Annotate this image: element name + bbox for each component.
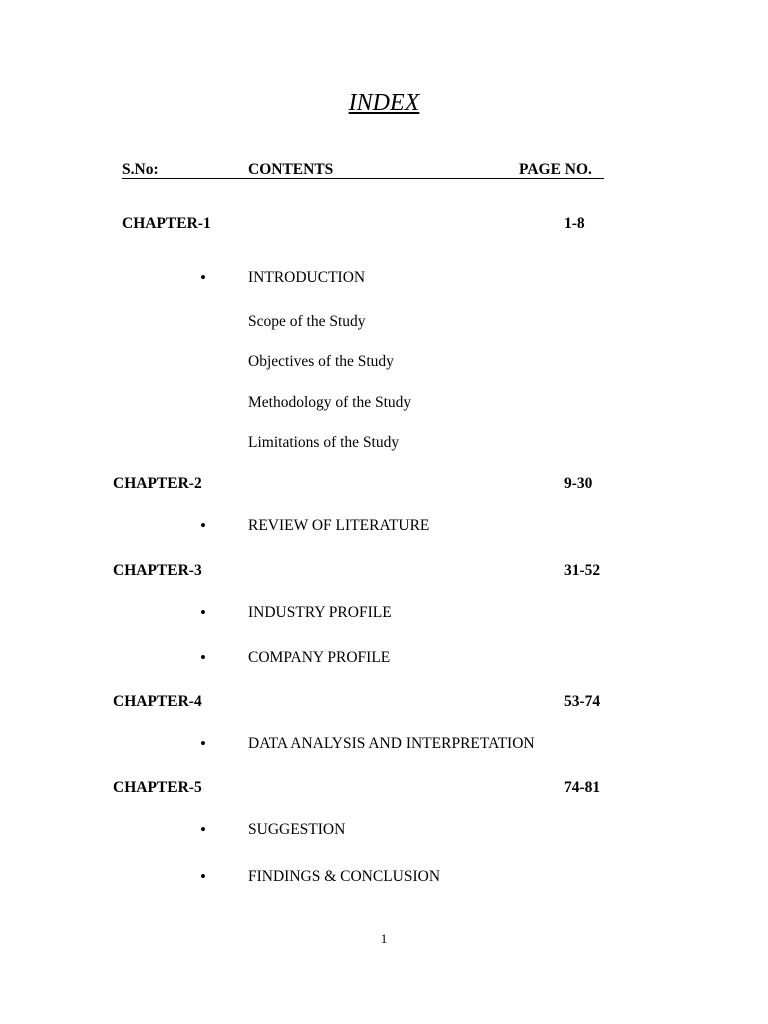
chapter-1-subitem-objectives: Objectives of the Study: [248, 353, 394, 370]
chapter-5-bullet-findings: FINDINGS & CONCLUSION: [248, 868, 441, 885]
header-underline: [122, 178, 604, 179]
bullet-icon: [200, 603, 206, 623]
chapter-5-bullet-suggestion: SUGGESTION: [248, 821, 346, 838]
bullet-icon: [200, 268, 206, 288]
chapter-3-pages: 31-52: [564, 562, 601, 579]
chapter-1-bullet-introduction: INTRODUCTION: [248, 269, 366, 286]
chapter-1-subitem-scope: Scope of the Study: [248, 313, 366, 330]
chapter-1-subitem-limitations: Limitations of the Study: [248, 434, 400, 451]
bullet-icon: [200, 648, 206, 668]
chapter-4-bullet-data-analysis: DATA ANALYSIS AND INTERPRETATION: [248, 735, 535, 752]
chapter-1-subitem-methodology: Methodology of the Study: [248, 394, 412, 411]
chapter-3-bullet-industry-profile: INDUSTRY PROFILE: [248, 604, 392, 621]
bullet-icon: [200, 820, 206, 840]
chapter-2-bullet-review: REVIEW OF LITERATURE: [248, 517, 430, 534]
column-header-page-no: PAGE NO.: [519, 161, 592, 178]
chapter-5-pages: 74-81: [564, 779, 601, 796]
page-number: 1: [380, 931, 388, 946]
page-title: INDEX: [348, 90, 420, 116]
bullet-icon: [200, 516, 206, 536]
chapter-4-pages: 53-74: [564, 693, 601, 710]
bullet-icon: [200, 734, 206, 754]
chapter-5-label: CHAPTER-5: [113, 779, 202, 796]
column-header-contents: CONTENTS: [248, 161, 334, 178]
chapter-3-bullet-company-profile: COMPANY PROFILE: [248, 649, 391, 666]
chapter-2-label: CHAPTER-2: [113, 475, 202, 492]
chapter-4-label: CHAPTER-4: [113, 693, 202, 710]
column-header-sno: S.No:: [122, 161, 159, 178]
chapter-2-pages: 9-30: [564, 475, 593, 492]
chapter-1-pages: 1-8: [564, 215, 585, 232]
bullet-icon: [200, 867, 206, 887]
chapter-3-label: CHAPTER-3: [113, 562, 202, 579]
chapter-1-label: CHAPTER-1: [122, 215, 211, 232]
